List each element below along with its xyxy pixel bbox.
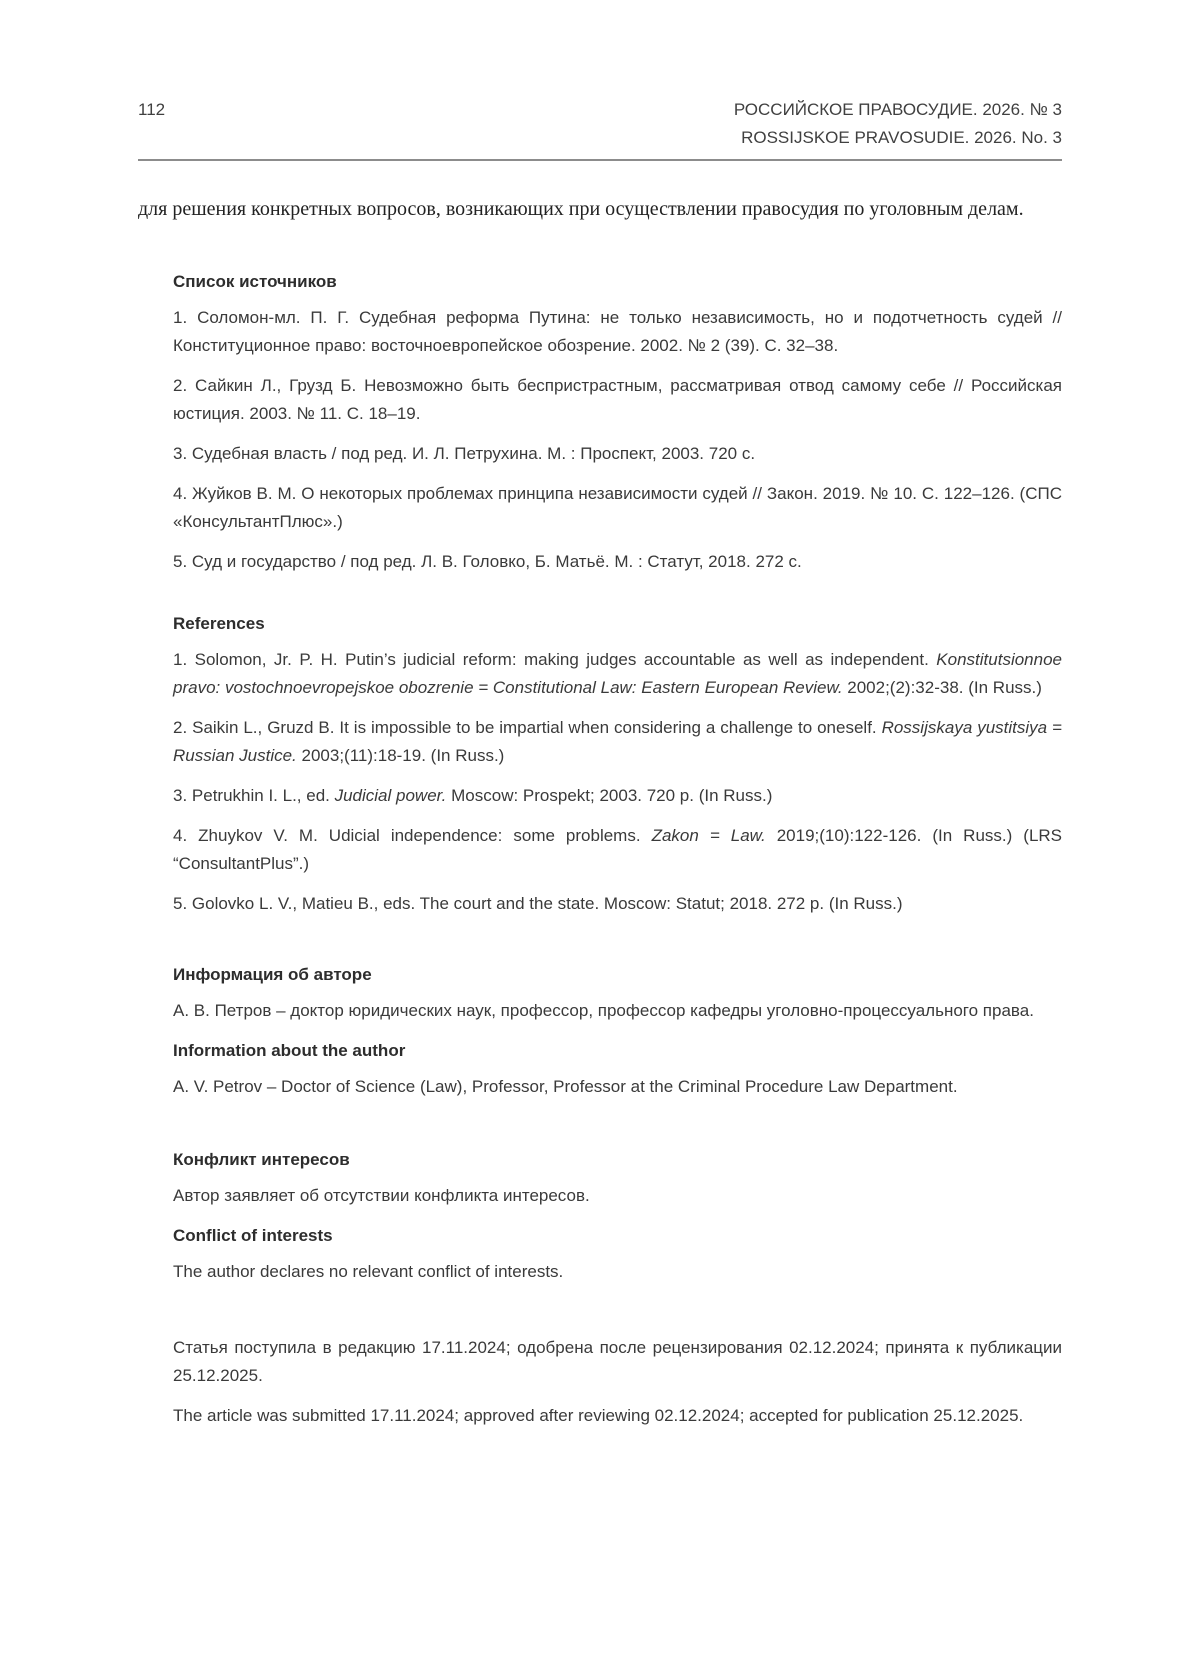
article-backmatter bbox=[173, 271, 1062, 1430]
conflict-section bbox=[173, 1149, 1062, 1286]
header-divider bbox=[138, 159, 1062, 161]
reference-item: 3. Petrukhin I. L., ed. Judicial power. Moscow: Prospekt; 2003. 720 p. (In Russ.) bbox=[173, 786, 773, 805]
references-heading: References bbox=[173, 614, 265, 633]
reference-item: 5. Golovko L. V., Matieu B., eds. The court and the state. Moscow: Statut; 2018. 272 p. (In Russ.) bbox=[173, 894, 903, 913]
submission-dates-ru: Статья поступила в редакцию 17.11.2024; одобрена после рецензирования 02.12.2024; принята к публикации 25.12.2025. bbox=[173, 1338, 1062, 1385]
lead-paragraph: для решения конкретных вопросов, возникающих при осуществлении правосудия по уголовным делам. bbox=[138, 198, 1024, 220]
journal-title-ru: РОССИЙСКОЕ ПРАВОСУДИЕ. 2026. № 3 bbox=[733, 100, 1062, 119]
journal-title-en: ROSSIJSKOE PRAVOSUDIE. 2026. No. 3 bbox=[741, 128, 1062, 147]
page-number: 112 bbox=[138, 100, 166, 119]
author-text-ru: А. В. Петров – доктор юридических наук, профессор, профессор кафедры уголовно-процессуального права. bbox=[173, 1001, 1034, 1020]
reference-item: 1. Solomon, Jr. P. H. Putin’s judicial reform: making judges accountable as well as independent. Konstitutsionnoe pravo: vostochnoevropejskoe obozrenie = Constitutional Law: Eastern European Review. 2002;(2):32-38. (In Russ.) bbox=[173, 650, 1062, 697]
author-heading-ru: Информация об авторе bbox=[173, 965, 372, 984]
source-item: 5. Суд и государство / под ред. Л. В. Головко, Б. Матьё. М. : Статут, 2018. 272 с. bbox=[173, 552, 802, 571]
submission-dates-section bbox=[173, 1334, 1062, 1430]
reference-item: 4. Zhuykov V. M. Udicial independence: some problems. Zakon = Law. 2019;(10):122-126. (In Russ.) (LRS “ConsultantPlus”.) bbox=[173, 826, 1063, 873]
conflict-heading-en: Conflict of interests bbox=[173, 1226, 333, 1245]
author-text-en: A. V. Petrov – Doctor of Science (Law), Professor, Professor at the Criminal Procedure Law Department. bbox=[173, 1077, 958, 1096]
source-item: 1. Соломон-мл. П. Г. Судебная реформа Путина: не только независимость, но и подотчетность судей // Конституционное право: восточноевропейское обозрение. 2002. № 2 (39). С. 32–38. bbox=[173, 308, 1062, 355]
sources-section bbox=[173, 271, 1062, 576]
author-heading-en: Information about the author bbox=[173, 1041, 406, 1060]
conflict-text-ru: Автор заявляет об отсутствии конфликта интересов. bbox=[173, 1186, 590, 1205]
conflict-heading-ru: Конфликт интересов bbox=[173, 1150, 350, 1169]
sources-heading: Список источников bbox=[173, 272, 337, 291]
running-head bbox=[138, 96, 1062, 152]
author-info-section bbox=[173, 964, 1062, 1101]
source-item: 4. Жуйков В. М. О некоторых проблемах принципа независимости судей // Закон. 2019. № 10. С. 122–126. (СПС «КонсультантПлюс».) bbox=[173, 484, 1062, 531]
reference-item: 2. Saikin L., Gruzd B. It is impossible to be impartial when considering a challenge to oneself. Rossijskaya yustitsiya = Russian Justice. 2003;(11):18-19. (In Russ.) bbox=[173, 718, 1062, 765]
source-item: 3. Судебная власть / под ред. И. Л. Петрухина. М. : Проспект, 2003. 720 с. bbox=[173, 444, 756, 463]
source-item: 2. Сайкин Л., Грузд Б. Невозможно быть беспристрастным, рассматривая отвод самому себе // Российская юстиция. 2003. № 11. С. 18–19. bbox=[173, 376, 1062, 423]
journal-title-block bbox=[734, 96, 1062, 152]
submission-dates-en: The article was submitted 17.11.2024; approved after reviewing 02.12.2024; accepted for publication 25.12.2025. bbox=[173, 1406, 1024, 1425]
conflict-text-en: The author declares no relevant conflict of interests. bbox=[173, 1262, 564, 1281]
references-section bbox=[173, 613, 1062, 918]
